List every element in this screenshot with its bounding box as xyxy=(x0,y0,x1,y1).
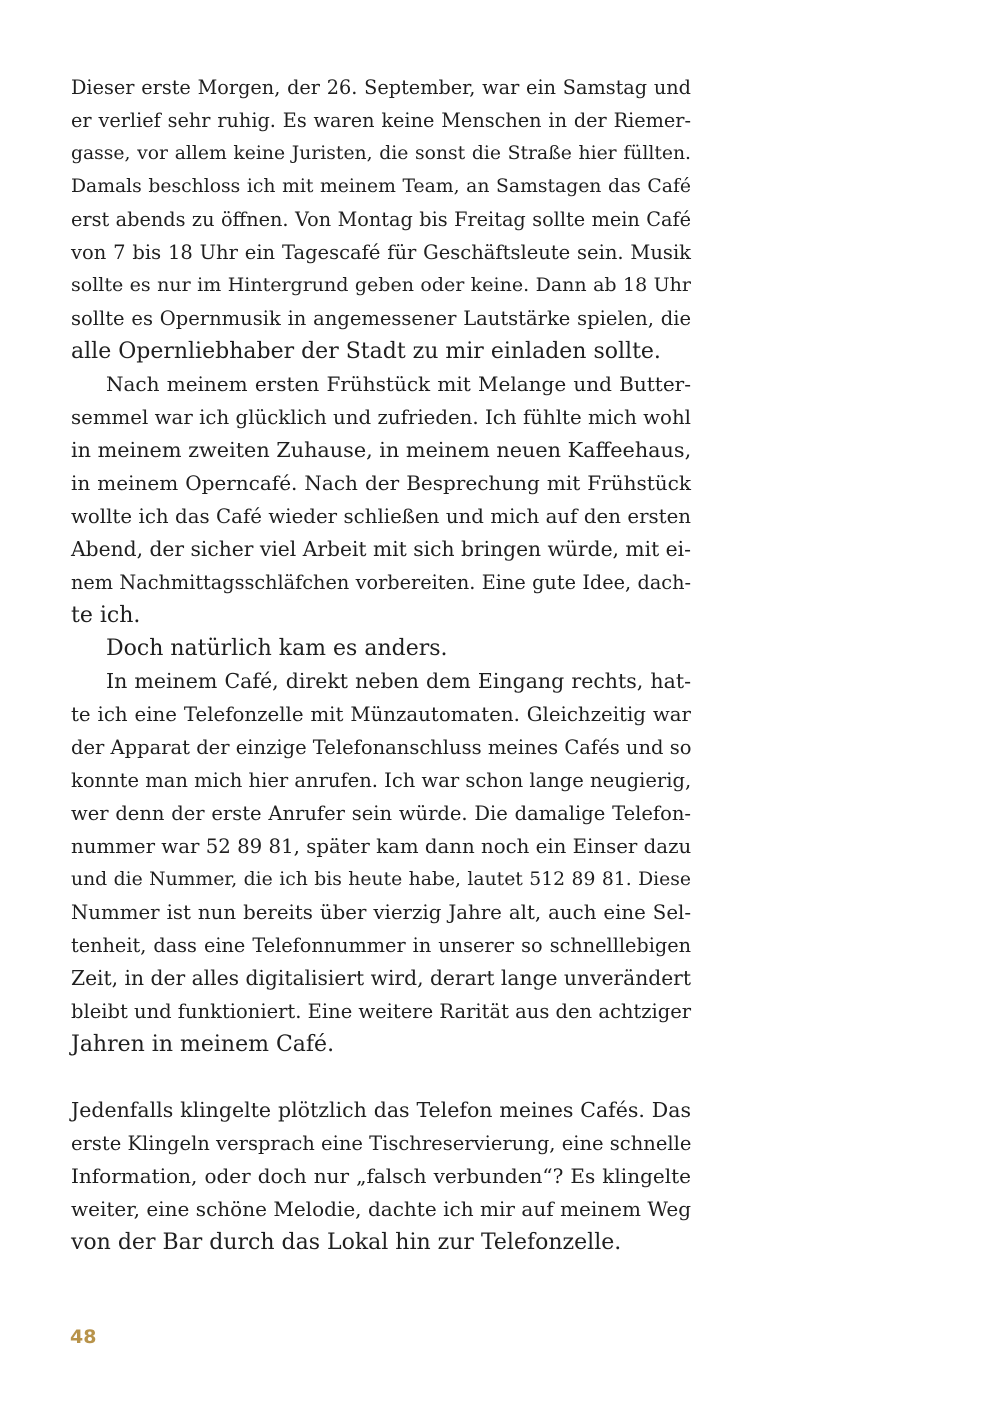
text-line: wollte ich das Café wieder schließen und mich auf den ersten xyxy=(71,505,691,528)
paragraph-5 xyxy=(71,1094,691,1259)
text-line: te ich. xyxy=(71,603,141,628)
text-line: von der Bar durch das Lokal hin zur Telefonzelle. xyxy=(71,1230,622,1255)
text-line: In meinem Café, direkt neben dem Eingang rechts, hat- xyxy=(106,669,691,693)
section-break xyxy=(71,1061,691,1094)
text-line: Zeit, in der alles digitalisiert wird, derart lange unverändert xyxy=(71,966,691,990)
book-page-text xyxy=(71,71,691,1259)
text-line: in meinem Operncafé. Nach der Besprechung mit Frühstück xyxy=(71,471,691,495)
paragraph-1 xyxy=(71,71,691,368)
text-line: wer denn der erste Anrufer sein würde. Die damalige Telefon- xyxy=(71,802,691,825)
text-line: er verlief sehr ruhig. Es waren keine Menschen in der Riemer- xyxy=(71,109,691,132)
text-line: nummer war 52 89 81, später kam dann noch ein Einser dazu xyxy=(71,835,692,858)
text-line: gasse, vor allem keine Juristen, die sonst die Straße hier füllten. xyxy=(71,143,691,164)
text-line: nem Nachmittagsschläfchen vorbereiten. Eine gute Idee, dach- xyxy=(71,571,691,594)
text-line: erst abends zu öffnen. Von Montag bis Freitag sollte mein Café xyxy=(71,208,691,231)
page-number: 48 xyxy=(70,1326,97,1348)
text-line: Nummer ist nun bereits über vierzig Jahre alt, auch eine Sel- xyxy=(71,901,691,924)
text-line: der Apparat der einzige Telefonanschluss meines Cafés und so xyxy=(71,736,692,759)
text-line: bleibt und funktioniert. Eine weitere Rarität aus den achtziger xyxy=(71,1000,692,1023)
text-line: te ich eine Telefonzelle mit Münzautomaten. Gleichzeitig war xyxy=(71,703,691,726)
text-line: weiter, eine schöne Melodie, dachte ich mir auf meinem Weg xyxy=(71,1197,691,1221)
text-line: in meinem zweiten Zuhause, in meinem neuen Kaffeehaus, xyxy=(71,438,692,462)
text-line: Nach meinem ersten Frühstück mit Melange und Butter- xyxy=(106,372,691,396)
text-line: Damals beschloss ich mit meinem Team, an Samstagen das Café xyxy=(71,176,691,197)
paragraph-2 xyxy=(71,368,691,632)
text-line: Abend, der sicher viel Arbeit mit sich bringen würde, mit ei- xyxy=(71,537,691,561)
text-line: sollte es Opernmusik in angemessener Lautstärke spielen, die xyxy=(71,307,691,330)
text-line: sollte es nur im Hintergrund geben oder keine. Dann ab 18 Uhr xyxy=(71,274,691,296)
text-line: konnte man mich hier anrufen. Ich war schon lange neugierig, xyxy=(71,769,692,792)
text-line: Information, oder doch nur „falsch verbunden“? Es klingelte xyxy=(71,1164,691,1188)
paragraph-4 xyxy=(71,665,691,1061)
text-line: Doch natürlich kam es anders. xyxy=(106,636,448,661)
text-line: alle Opernliebhaber der Stadt zu mir einladen sollte. xyxy=(71,339,661,364)
text-line: Dieser erste Morgen, der 26. September, war ein Samstag und xyxy=(71,76,691,99)
text-line: tenheit, dass eine Telefonnummer in unserer so schnelllebigen xyxy=(71,934,691,957)
text-line: Jedenfalls klingelte plötzlich das Telefon meines Cafés. Das xyxy=(71,1098,691,1122)
text-line: erste Klingeln versprach eine Tischreservierung, eine schnelle xyxy=(71,1132,692,1155)
text-line: von 7 bis 18 Uhr ein Tagescafé für Geschäftsleute sein. Musik xyxy=(71,241,691,264)
text-line: Jahren in meinem Café. xyxy=(71,1032,335,1057)
text-line: und die Nummer, die ich bis heute habe, lautet 512 89 81. Diese xyxy=(71,869,691,890)
text-line: semmel war ich glücklich und zufrieden. Ich fühlte mich wohl xyxy=(71,406,691,429)
paragraph-3 xyxy=(71,632,691,665)
